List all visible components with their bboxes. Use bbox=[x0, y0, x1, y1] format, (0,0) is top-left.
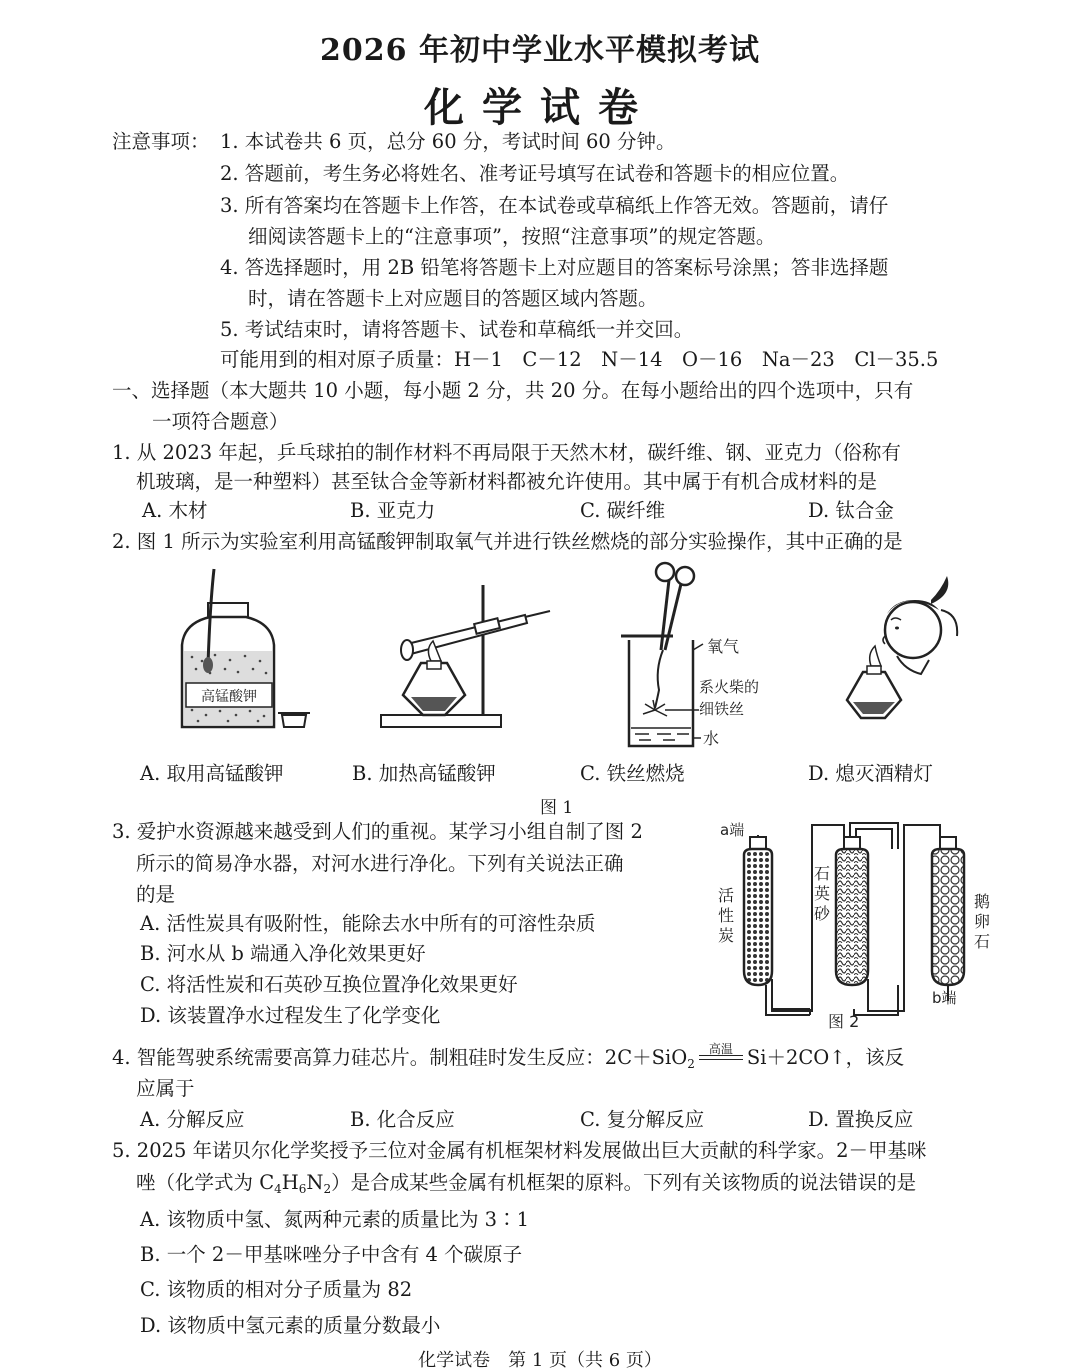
heating-apparatus-illustration bbox=[375, 575, 555, 735]
section-heading-cont: 一项符合题意） bbox=[152, 410, 289, 433]
col3-char: 卵 bbox=[974, 912, 991, 931]
question-4-stem bbox=[112, 1041, 905, 1076]
q5-option-d[interactable]: D. 该物质中氢元素的质量分数最小 bbox=[140, 1314, 441, 1337]
page-footer: 化学试卷 第 1 页（共 6 页） bbox=[418, 1350, 662, 1371]
q4-option-b[interactable]: B. 化合反应 bbox=[350, 1108, 455, 1131]
q4-sio2-subscript: 2 bbox=[687, 1057, 695, 1071]
exam-title: 2026 年初中学业水平模拟考试 bbox=[320, 33, 760, 68]
q2-option-c[interactable]: C. 铁丝燃烧 bbox=[580, 762, 685, 785]
reaction-condition: 高温 bbox=[708, 1041, 733, 1056]
col1-char: 性 bbox=[718, 906, 735, 925]
atomic-mass-line: 可能用到的相对原子质量：H－1 C－12 N－14 O－16 Na－23 Cl－35.5 bbox=[220, 348, 939, 371]
reaction-arrow bbox=[697, 1041, 745, 1069]
question-3-stem-cont: 所示的简易净水器，对河水进行净化。下列有关说法正确 bbox=[136, 852, 624, 875]
question-4-stem-cont: 应属于 bbox=[136, 1077, 195, 1100]
q1-option-b[interactable]: B. 亚克力 bbox=[350, 499, 436, 522]
wire-label-2: 细铁丝 bbox=[699, 700, 745, 718]
q3-option-a[interactable]: A. 活性炭具有吸附性，能除去水中所有的可溶性杂质 bbox=[140, 912, 596, 935]
figure-1-caption: 图 1 bbox=[540, 798, 574, 818]
notes-label: 注意事项： bbox=[112, 130, 210, 153]
q5-sub-c: 4 bbox=[274, 1182, 282, 1196]
question-3-stem: 3. 爱护水资源越来越受到人们的重视。某学习小组自制了图 2 bbox=[112, 820, 643, 843]
q5-h: H bbox=[281, 1171, 299, 1194]
q3-option-d[interactable]: D. 该装置净水过程发生了化学变化 bbox=[140, 1004, 441, 1027]
q2-option-a[interactable]: A. 取用高锰酸钾 bbox=[140, 762, 284, 785]
question-1-stem: 1. 从 2023 年起，乒乓球拍的制作材料不再局限于天然木材，碳纤维、钢、亚克力（俗称有 bbox=[112, 441, 901, 464]
water-label: 水 bbox=[703, 729, 720, 748]
jar-label: 高锰酸钾 bbox=[201, 689, 257, 705]
note-item: 5. 考试结束时，请将答题卡、试卷和草稿纸一并交回。 bbox=[220, 318, 694, 341]
q4-option-d[interactable]: D. 置换反应 bbox=[808, 1108, 914, 1131]
q1-option-d[interactable]: D. 钛合金 bbox=[808, 499, 894, 522]
note-item: 1. 本试卷共 6 页，总分 60 分，考试时间 60 分钟。 bbox=[220, 130, 676, 153]
q1-option-c[interactable]: C. 碳纤维 bbox=[580, 499, 666, 522]
col2-char: 英 bbox=[814, 884, 831, 903]
question-5-stem-cont bbox=[136, 1171, 916, 1201]
q4-stem-post: Si＋2CO↑，该反 bbox=[746, 1046, 905, 1069]
q2-option-d[interactable]: D. 熄灭酒精灯 bbox=[808, 762, 933, 785]
figure-2-caption: 图 2 bbox=[828, 1012, 860, 1031]
q4-stem-pre: 4. 智能驾驶系统需要高算力硅芯片。制粗硅时发生反应：2C＋SiO bbox=[112, 1046, 688, 1069]
paper-subtitle: 化学试卷 bbox=[424, 84, 656, 131]
col2-char: 砂 bbox=[814, 904, 831, 923]
q4-option-a[interactable]: A. 分解反应 bbox=[140, 1108, 245, 1131]
q5-formula-pre: 唑（化学式为 C bbox=[136, 1171, 275, 1194]
iron-burning-illustration bbox=[615, 560, 795, 750]
section-heading: 一、选择题（本大题共 10 小题，每小题 2 分，共 20 分。在每小题给出的四个选项中，只有 bbox=[112, 379, 914, 402]
note-item: 4. 答选择题时，用 2B 铅笔将答题卡上对应题目的答案标号涂黑；答非选择题 bbox=[220, 256, 889, 279]
q5-stem-post: ）是合成某些金属有机框架的原料。下列有关该物质的说法错误的是 bbox=[331, 1171, 917, 1194]
col3-char: 石 bbox=[974, 932, 991, 951]
oxygen-label: 氧气 bbox=[707, 637, 740, 656]
end-b-label: b端 bbox=[932, 989, 957, 1007]
question-1-stem-cont: 机玻璃，是一种塑料）甚至钛合金等新材料都被允许使用。其中属于有机合成材料的是 bbox=[136, 470, 878, 493]
q5-option-a[interactable]: A. 该物质中氢、氮两种元素的质量比为 3∶1 bbox=[140, 1208, 529, 1231]
blowing-lamp-illustration bbox=[835, 570, 975, 735]
water-purifier-illustration bbox=[710, 815, 1000, 1040]
q5-option-c[interactable]: C. 该物质的相对分子质量为 82 bbox=[140, 1278, 413, 1301]
q3-option-b[interactable]: B. 河水从 b 端通入净化效果更好 bbox=[140, 942, 426, 965]
q1-option-a[interactable]: A. 木材 bbox=[142, 499, 208, 522]
question-2-stem: 2. 图 1 所示为实验室利用高锰酸钾制取氧气并进行铁丝燃烧的部分实验操作，其中正确的是 bbox=[112, 530, 903, 553]
q4-option-c[interactable]: C. 复分解反应 bbox=[580, 1108, 705, 1131]
note-item: 细阅读答题卡上的“注意事项”，按照“注意事项”的规定答题。 bbox=[248, 225, 776, 248]
note-item: 时，请在答题卡上对应题目的答题区域内答题。 bbox=[248, 287, 658, 310]
col1-char: 炭 bbox=[718, 926, 735, 945]
q5-sub-h: 6 bbox=[298, 1182, 307, 1196]
end-a-label: a端 bbox=[720, 821, 745, 839]
note-item: 3. 所有答案均在答题卡上作答，在本试卷或草稿纸上作答无效。答题前，请仔 bbox=[220, 194, 889, 217]
question-5-stem: 5. 2025 年诺贝尔化学奖授予三位对金属有机框架材料发展做出巨大贡献的科学家。2－甲基咪 bbox=[112, 1139, 927, 1162]
q5-n: N bbox=[306, 1171, 324, 1194]
kmno4-jar-illustration bbox=[170, 565, 310, 735]
wire-label-1: 系火柴的 bbox=[699, 678, 760, 696]
question-3-stem-cont: 的是 bbox=[136, 883, 176, 906]
col3-char: 鹅 bbox=[974, 892, 991, 911]
col1-char: 活 bbox=[718, 886, 735, 905]
q5-sub-n: 2 bbox=[323, 1182, 332, 1196]
note-item: 2. 答题前，考生务必将姓名、准考证号填写在试卷和答题卡的相应位置。 bbox=[220, 162, 850, 185]
q3-option-c[interactable]: C. 将活性炭和石英砂互换位置净化效果更好 bbox=[140, 973, 518, 996]
col2-char: 石 bbox=[814, 864, 831, 883]
q5-option-b[interactable]: B. 一个 2－甲基咪唑分子中含有 4 个碳原子 bbox=[140, 1243, 523, 1266]
q2-option-b[interactable]: B. 加热高锰酸钾 bbox=[352, 762, 496, 785]
